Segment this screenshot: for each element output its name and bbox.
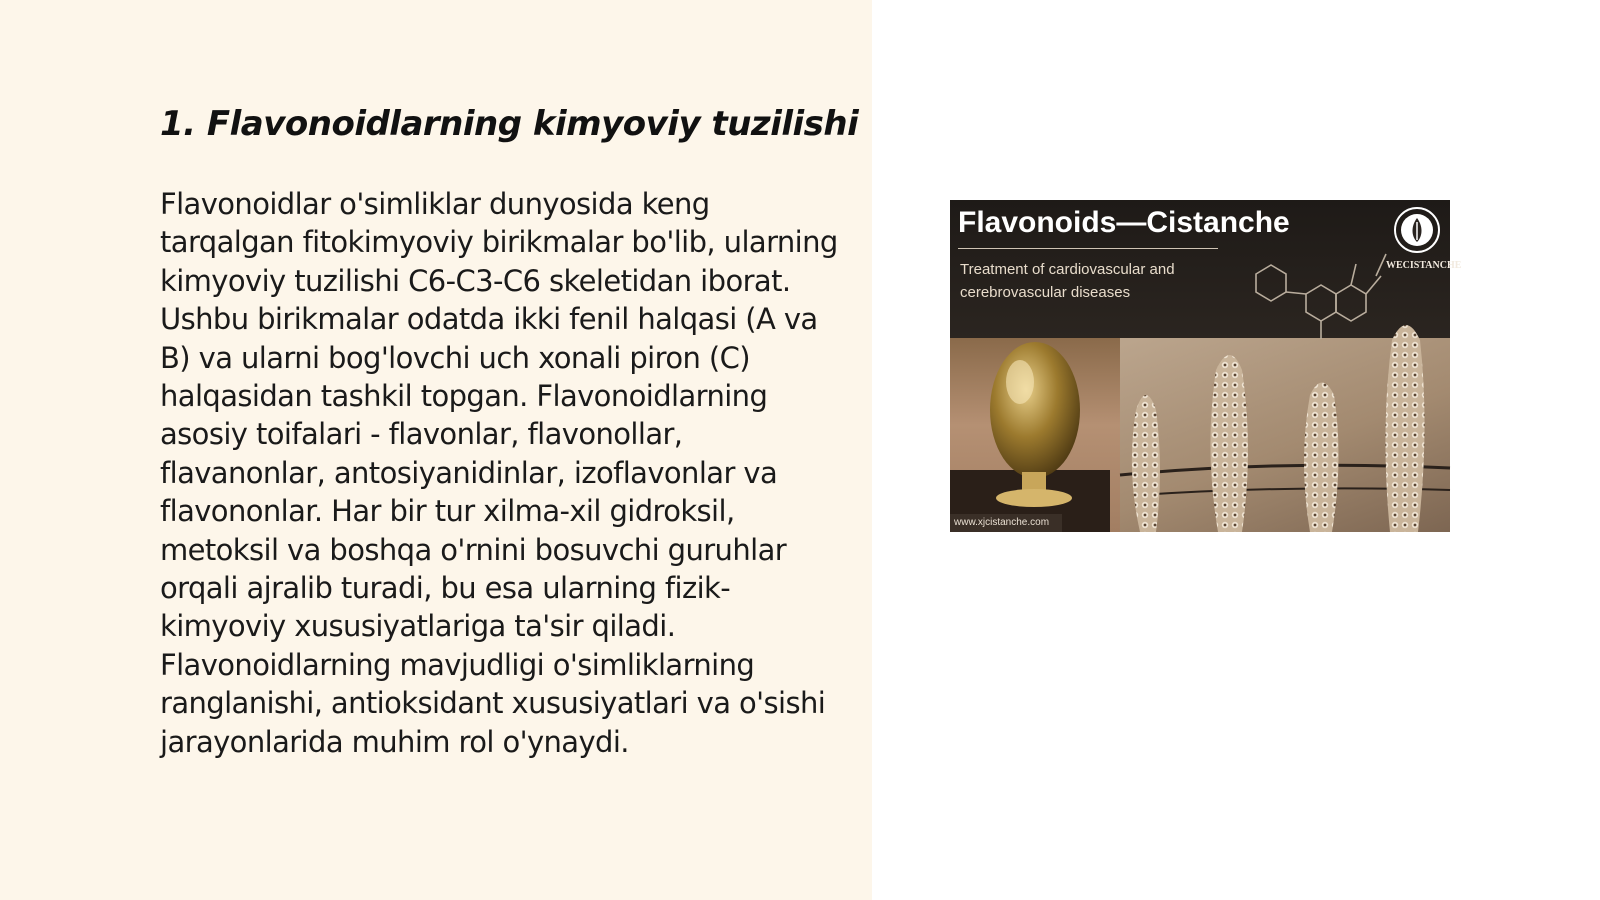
figure-subtitle: Treatment of cardiovascular and cerebrovascular diseases [960,261,1175,301]
body-paragraph: Flavonoidlar o'simliklar dunyosida keng tarqalgan fitokimyoviy birikmalar bo'lib, ularning kimyoviy tuzilishi C6-C3-C6 skeletidan iborat. Ushbu birikmalar odatda ikki fenil halqasi (A va B) va ularni bog'lovchi uch xonali piron (C) halqasidan tashkil topgan. Flavonoidlarning asosiy toifalari - flavonlar, flavonollar, flavanonlar, antosiyanidinlar, izoflavonlar va flavononlar. Har bir tur xilma-xil gidroksil, metoksil va boshqa o'rnini bosuvchi guruhlar orqali ajralib turadi, bu esa ularning fizik-kimyoviy xususiyatlariga ta'sir qiladi. Flavonoidlarning mavjudligi o'simliklarning ranglanishi, antioksidant xususiyatlari va o'sishi jarayonlarida muhim rol o'ynaydi. [160,187,838,759]
figure-divider [958,248,1218,249]
figure-title: Flavonoids—Cistanche [958,206,1290,239]
brand-logo-icon [1393,206,1441,254]
cistanche-stalk [1132,395,1160,532]
slide-title: 1. Flavonoidlarning kimyoviy tuzilishi [160,104,859,144]
molecule-structure-icon [1236,224,1396,344]
figure-url: www.xjcistanche.com [954,517,1050,528]
cistanche-illustration [950,200,1462,532]
brand-logo-text: WECISTANCHE [1386,260,1462,271]
